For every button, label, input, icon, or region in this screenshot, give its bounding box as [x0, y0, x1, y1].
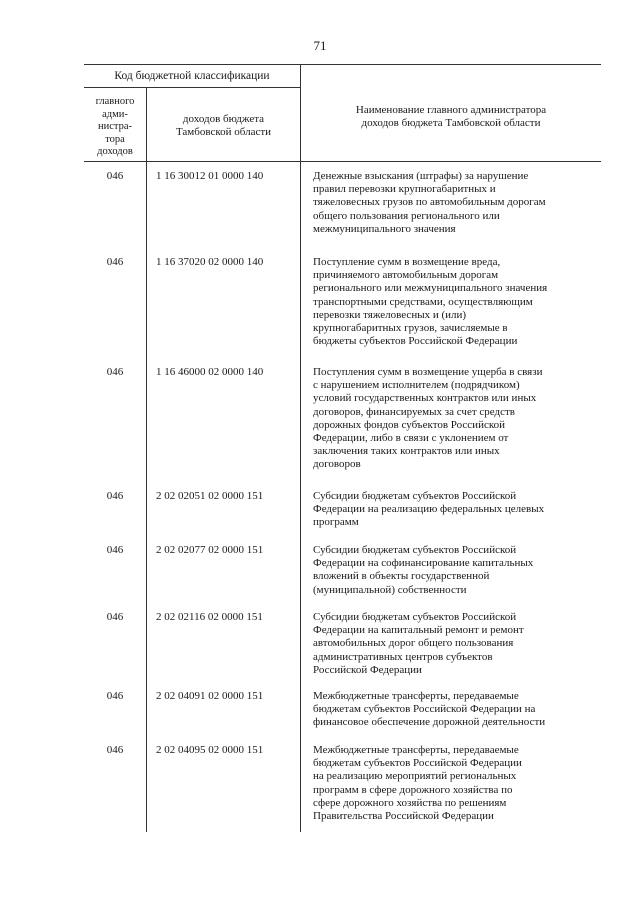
header-name-line: доходов бюджета Тамбовской области: [361, 117, 541, 129]
income-name-line: на реализацию мероприятий региональных: [313, 770, 517, 783]
budget-code-cell: 2 02 04091 02 0000 151: [156, 690, 264, 702]
income-name-line: тяжеловесных грузов по автомобильным дорогам: [313, 196, 546, 209]
admin-code-cell: 046: [106, 490, 124, 502]
income-name-line: перевозки тяжеловесных и (или): [313, 308, 467, 321]
income-name-line: заключения таких контрактов или иных: [313, 445, 500, 458]
income-name-line: крупногабаритных грузов, зачисляемые в: [313, 322, 508, 335]
income-name-line: общего пользования регионального или: [313, 209, 500, 222]
income-name-line: Межбюджетные трансферты, передаваемые: [313, 744, 519, 756]
income-name-line: Правительства Российской Федерации: [313, 810, 494, 823]
income-name-line: межмуниципального значения: [313, 222, 456, 235]
income-name-line: (муниципальной) собственности: [313, 583, 467, 596]
income-name-line: бюджетам субъектов Российской Федерации: [313, 757, 522, 770]
income-name-line: сфере дорожного хозяйства по решениям: [313, 796, 507, 809]
admin-code-cell: 046: [106, 744, 124, 756]
budget-code-cell: 1 16 37020 02 0000 140: [156, 256, 264, 268]
income-name-line: договоров, финансируемых за счет средств: [313, 405, 515, 418]
income-name-line: автомобильных дорог общего пользования: [313, 637, 514, 650]
income-name-cell: [313, 490, 583, 530]
admin-code-cell: 046: [106, 366, 124, 378]
income-name-line: Российской Федерации: [313, 663, 422, 676]
header-admin-line: доходов: [97, 146, 133, 157]
income-name-line: регионального или межмуниципального значения: [313, 282, 548, 295]
income-name-line: Поступление сумм в возмещение вреда,: [313, 256, 501, 268]
column-divider-1: [146, 87, 147, 832]
budget-code-cell: 2 02 02077 02 0000 151: [156, 544, 264, 556]
income-name-line: транспортными средствами, осуществляющим: [313, 295, 533, 308]
income-name-line: Субсидии бюджетам субъектов Российской: [313, 611, 517, 623]
income-name-line: Субсидии бюджетам субъектов Российской: [313, 490, 517, 502]
budget-code-cell: 2 02 02116 02 0000 151: [156, 611, 263, 623]
income-name-cell: [313, 366, 583, 472]
income-name-cell: [313, 611, 583, 677]
income-name-line: бюджеты субъектов Российской Федерации: [313, 335, 518, 348]
income-name-line: причиняемого автомобильным дорогам: [313, 269, 499, 282]
income-name-line: административных центров субъектов: [313, 650, 493, 663]
income-name-cell: [313, 744, 583, 823]
income-name-line: Межбюджетные трансферты, передаваемые: [313, 690, 519, 702]
income-name-line: Федерации, либо в связи с уклонением от: [313, 432, 509, 445]
income-name-line: Федерации на капитальный ремонт и ремонт: [313, 624, 524, 637]
income-name-line: Денежные взыскания (штрафы) за нарушение: [313, 170, 529, 182]
header-name-column: [301, 104, 601, 130]
header-name-line: Наименование главного администратора: [355, 104, 547, 116]
income-name-cell: [313, 256, 583, 348]
income-name-cell: [313, 170, 583, 236]
income-name-line: Федерации на реализацию федеральных целевых: [313, 503, 545, 516]
budget-code-cell: 1 16 30012 01 0000 140: [156, 170, 264, 182]
admin-code-cell: 046: [106, 170, 124, 182]
income-name-line: с нарушением исполнителем (подрядчиком): [313, 379, 520, 392]
income-name-line: правил перевозки крупногабаритных и: [313, 183, 496, 196]
header-admin-line: адми-: [102, 108, 128, 120]
header-code-column: [147, 113, 300, 139]
header-bottom-border: [84, 161, 601, 162]
header-code-line: Тамбовской области: [175, 126, 272, 138]
page-number: 71: [313, 38, 327, 53]
income-name-line: бюджетам субъектов Российской Федерации на: [313, 703, 536, 716]
admin-code-cell: 046: [106, 544, 124, 556]
budget-code-cell: 2 02 04095 02 0000 151: [156, 744, 264, 756]
header-group-divider: [84, 87, 300, 88]
admin-code-cell: 046: [106, 690, 124, 702]
budget-code-cell: 2 02 02051 02 0000 151: [156, 490, 264, 502]
income-name-cell: [313, 690, 583, 730]
header-code-line: доходов бюджета: [182, 113, 265, 125]
header-admin-line: нистра-: [97, 121, 133, 132]
admin-code-cell: 046: [106, 611, 124, 623]
income-name-line: дорожных фондов субъектов Российской: [313, 418, 506, 431]
income-name-line: Поступления сумм в возмещение ущерба в связи: [313, 366, 543, 378]
header-group-title: Код бюджетной классификации: [114, 70, 270, 82]
header-admin-line: главного: [95, 96, 135, 107]
header-admin-column: [84, 96, 146, 159]
table-top-border: [84, 64, 601, 65]
income-name-line: вложений в объекты государственной: [313, 570, 490, 583]
income-name-cell: [313, 544, 583, 597]
header-admin-line: тора: [105, 133, 125, 145]
income-name-line: договоров: [313, 458, 361, 471]
income-name-line: программ: [313, 516, 359, 529]
income-name-line: условий государственных контрактов или иных: [313, 392, 537, 405]
budget-code-cell: 1 16 46000 02 0000 140: [156, 366, 264, 378]
income-name-line: программ в сфере дорожного хозяйства по: [313, 783, 513, 796]
income-name-line: финансовое обеспечение дорожной деятельности: [313, 716, 546, 729]
income-name-line: Субсидии бюджетам субъектов Российской: [313, 544, 517, 556]
column-divider-2: [300, 64, 301, 832]
income-name-line: Федерации на софинансирование капитальных: [313, 557, 534, 570]
admin-code-cell: 046: [106, 256, 124, 268]
